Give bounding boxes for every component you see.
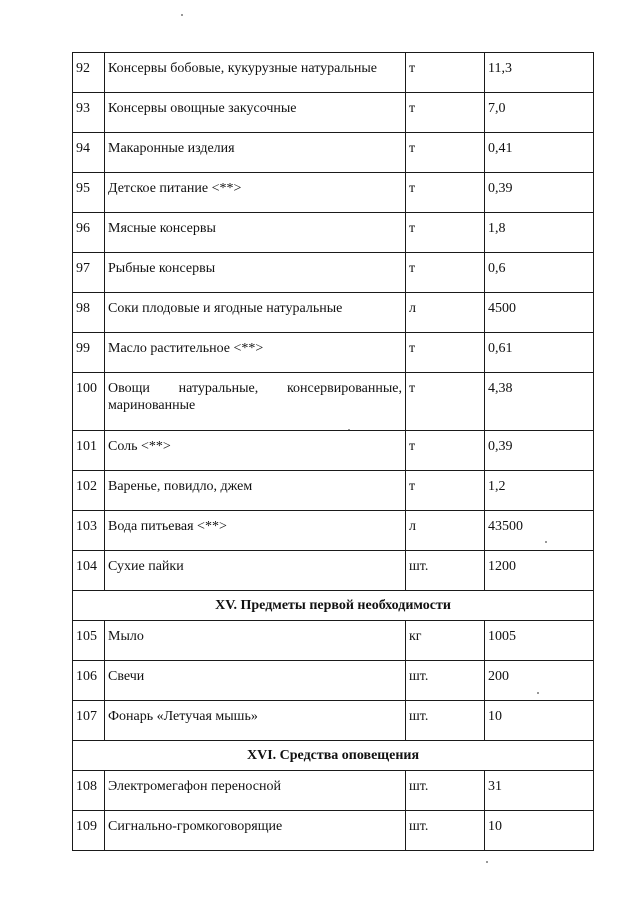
- quantity: 10: [485, 811, 594, 851]
- item-name: Сухие пайки: [105, 551, 406, 591]
- quantity: 4,38: [485, 373, 594, 431]
- row-number: 97: [73, 253, 105, 293]
- row-number: 93: [73, 93, 105, 133]
- item-name: Свечи: [105, 661, 406, 701]
- item-name: Вода питьевая <**>: [105, 511, 406, 551]
- row-number: 101: [73, 431, 105, 471]
- quantity: 0,39: [485, 431, 594, 471]
- quantity: 200: [485, 661, 594, 701]
- unit-of-measure: т: [406, 93, 485, 133]
- row-number: 100: [73, 373, 105, 431]
- table-row: [73, 293, 594, 333]
- item-name: Консервы бобовые, кукурузные натуральные: [105, 53, 406, 93]
- unit-of-measure: т: [406, 53, 485, 93]
- item-name: Рыбные консервы: [105, 253, 406, 293]
- table-row: [73, 213, 594, 253]
- quantity: 43500: [485, 511, 594, 551]
- row-number: 106: [73, 661, 105, 701]
- section-heading-xvi: XVI. Средства оповещения: [73, 741, 594, 771]
- item-name: Консервы овощные закусочные: [105, 93, 406, 133]
- table-row: [73, 701, 594, 741]
- table-row: [73, 551, 594, 591]
- scan-speck: [181, 14, 183, 16]
- row-number: 107: [73, 701, 105, 741]
- unit-of-measure: кг: [406, 621, 485, 661]
- quantity: 1,2: [485, 471, 594, 511]
- quantity: 7,0: [485, 93, 594, 133]
- quantity: 0,61: [485, 333, 594, 373]
- item-name: Масло растительное <**>: [105, 333, 406, 373]
- item-name: Фонарь «Летучая мышь»: [105, 701, 406, 741]
- table-row: [73, 471, 594, 511]
- quantity: 10: [485, 701, 594, 741]
- table-row: [73, 53, 594, 93]
- table-row: [73, 253, 594, 293]
- row-number: 98: [73, 293, 105, 333]
- item-name: Детское питание <**>: [105, 173, 406, 213]
- unit-of-measure: т: [406, 333, 485, 373]
- item-name: Овощи натуральные, консервированные, маринованные: [105, 373, 406, 431]
- scan-speck: [486, 861, 488, 863]
- unit-of-measure: шт.: [406, 811, 485, 851]
- table-row: [73, 133, 594, 173]
- table-row: [73, 621, 594, 661]
- unit-of-measure: т: [406, 373, 485, 431]
- unit-of-measure: л: [406, 293, 485, 333]
- item-name: Макаронные изделия: [105, 133, 406, 173]
- row-number: 96: [73, 213, 105, 253]
- quantity: 1,8: [485, 213, 594, 253]
- unit-of-measure: шт.: [406, 771, 485, 811]
- section-header-row: [73, 741, 594, 771]
- table-row: [73, 661, 594, 701]
- item-name: Электромегафон переносной: [105, 771, 406, 811]
- table-row: [73, 373, 594, 431]
- quantity: 0,6: [485, 253, 594, 293]
- quantity: 0,39: [485, 173, 594, 213]
- quantity: 4500: [485, 293, 594, 333]
- table-row: [73, 511, 594, 551]
- quantity: 1200: [485, 551, 594, 591]
- quantity: 31: [485, 771, 594, 811]
- item-name: Соль <**>: [105, 431, 406, 471]
- table-row: [73, 93, 594, 133]
- unit-of-measure: т: [406, 253, 485, 293]
- unit-of-measure: т: [406, 213, 485, 253]
- table-row: [73, 811, 594, 851]
- table-row: [73, 771, 594, 811]
- quantity: 11,3: [485, 53, 594, 93]
- row-number: 102: [73, 471, 105, 511]
- table-row: [73, 333, 594, 373]
- unit-of-measure: шт.: [406, 701, 485, 741]
- table-row: [73, 431, 594, 471]
- unit-of-measure: л: [406, 511, 485, 551]
- section-heading-xv: XV. Предметы первой необходимости: [73, 591, 594, 621]
- item-name: Мясные консервы: [105, 213, 406, 253]
- item-name: Мыло: [105, 621, 406, 661]
- row-number: 92: [73, 53, 105, 93]
- unit-of-measure: шт.: [406, 551, 485, 591]
- quantity: 1005: [485, 621, 594, 661]
- table-row: [73, 173, 594, 213]
- unit-of-measure: т: [406, 471, 485, 511]
- row-number: 103: [73, 511, 105, 551]
- unit-of-measure: шт.: [406, 661, 485, 701]
- item-name: Сигнально-громкоговорящие: [105, 811, 406, 851]
- row-number: 95: [73, 173, 105, 213]
- unit-of-measure: т: [406, 173, 485, 213]
- item-name: Варенье, повидло, джем: [105, 471, 406, 511]
- supplies-table: [72, 52, 594, 851]
- unit-of-measure: т: [406, 431, 485, 471]
- item-name: Соки плодовые и ягодные натуральные: [105, 293, 406, 333]
- unit-of-measure: т: [406, 133, 485, 173]
- row-number: 108: [73, 771, 105, 811]
- row-number: 109: [73, 811, 105, 851]
- section-header-row: [73, 591, 594, 621]
- row-number: 104: [73, 551, 105, 591]
- row-number: 99: [73, 333, 105, 373]
- row-number: 94: [73, 133, 105, 173]
- row-number: 105: [73, 621, 105, 661]
- quantity: 0,41: [485, 133, 594, 173]
